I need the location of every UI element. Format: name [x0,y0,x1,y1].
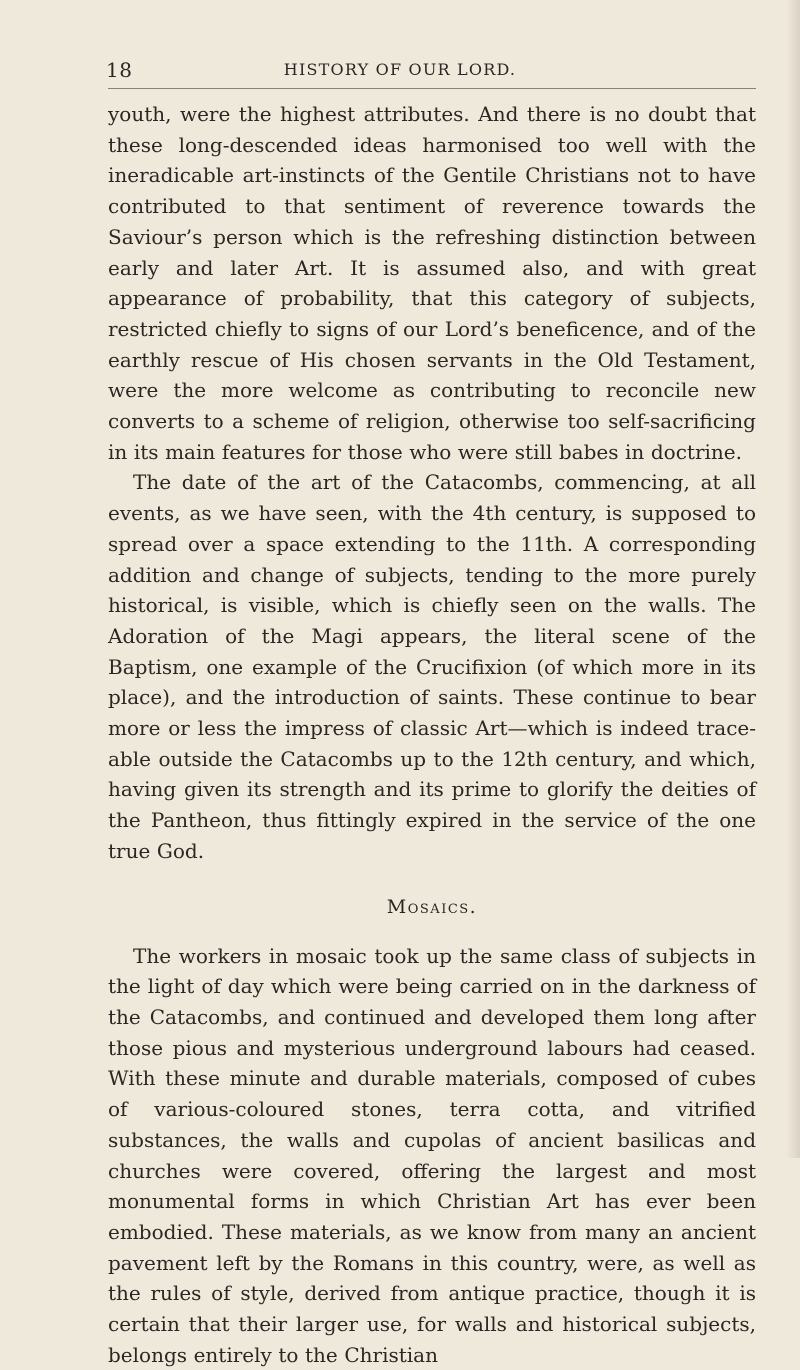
body-text [108,99,756,1370]
running-header [0,58,800,84]
paragraph-mosaics: The workers in mosaic took up the same class of subjects in the light of day which were being carried on in the darkness of the Catacombs, and continued and developed them long after those pious and mysterious underground labours had ceased. With these minute and durable materials, composed of cubes of various-coloured stones, terra cotta, and vitrified substances, the walls and cupolas of ancient basilicas and churches were covered, offering the largest and most monumental forms in which Christian Art has ever been embodied. These materials, as we know from many an ancient pavement left by the Romans in this country, were, as well as the rules of style, derived from antique practice, though it is certain that their larger use, for walls and historical subjects, belongs entirely to the Christian [108,943,756,1367]
paragraph-continued: youth, were the highest attributes. And there is no doubt that these long-descended ideas harmonised too well with the ineradicable art-instincts of the Gentile Christians not to have contributed to that sentiment of reverence towards the Saviour’s person which is the refreshing distinction between early and later Art. It is assumed also, and with great appearance of probability, that this category of subjects, restricted chiefly to signs of our Lord’s beneficence, and of the earthly rescue of His chosen servants in the Old Testament, were the more welcome as contributing to reconcile new converts to a scheme of religion, otherwise too self-sacrificing in its main features for those who were still babes in doctrine. [108,102,756,464]
header-rule [108,88,756,89]
page-edge-shadow [786,0,800,1158]
paragraph-catacombs-date: The date of the art of the Catacombs, commencing, at all events, as we have seen, with the 4th century, is supposed to spread over a space extending to the 11th. A corresponding addition and change of subjects, tending to the more purely historical, is visible, which is chiefly seen on the walls. The Adoration of the Magi appears, the literal scene of the Baptism, one example of the Crucifixion (of which more in its place), and the introduction of saints. These continue to bear more or less the impress of classic Art—which is indeed trace-able outside the Catacombs up to the 12th century, and which, having given its strength and its prime to glorify the deities of the Pantheon, thus fittingly expired in the service of the one true God. [108,470,756,863]
section-heading-mosaics: Mosaics. [386,895,478,918]
running-header-title: HISTORY OF OUR LORD. [283,60,517,79]
page-number: 18 [106,58,133,82]
